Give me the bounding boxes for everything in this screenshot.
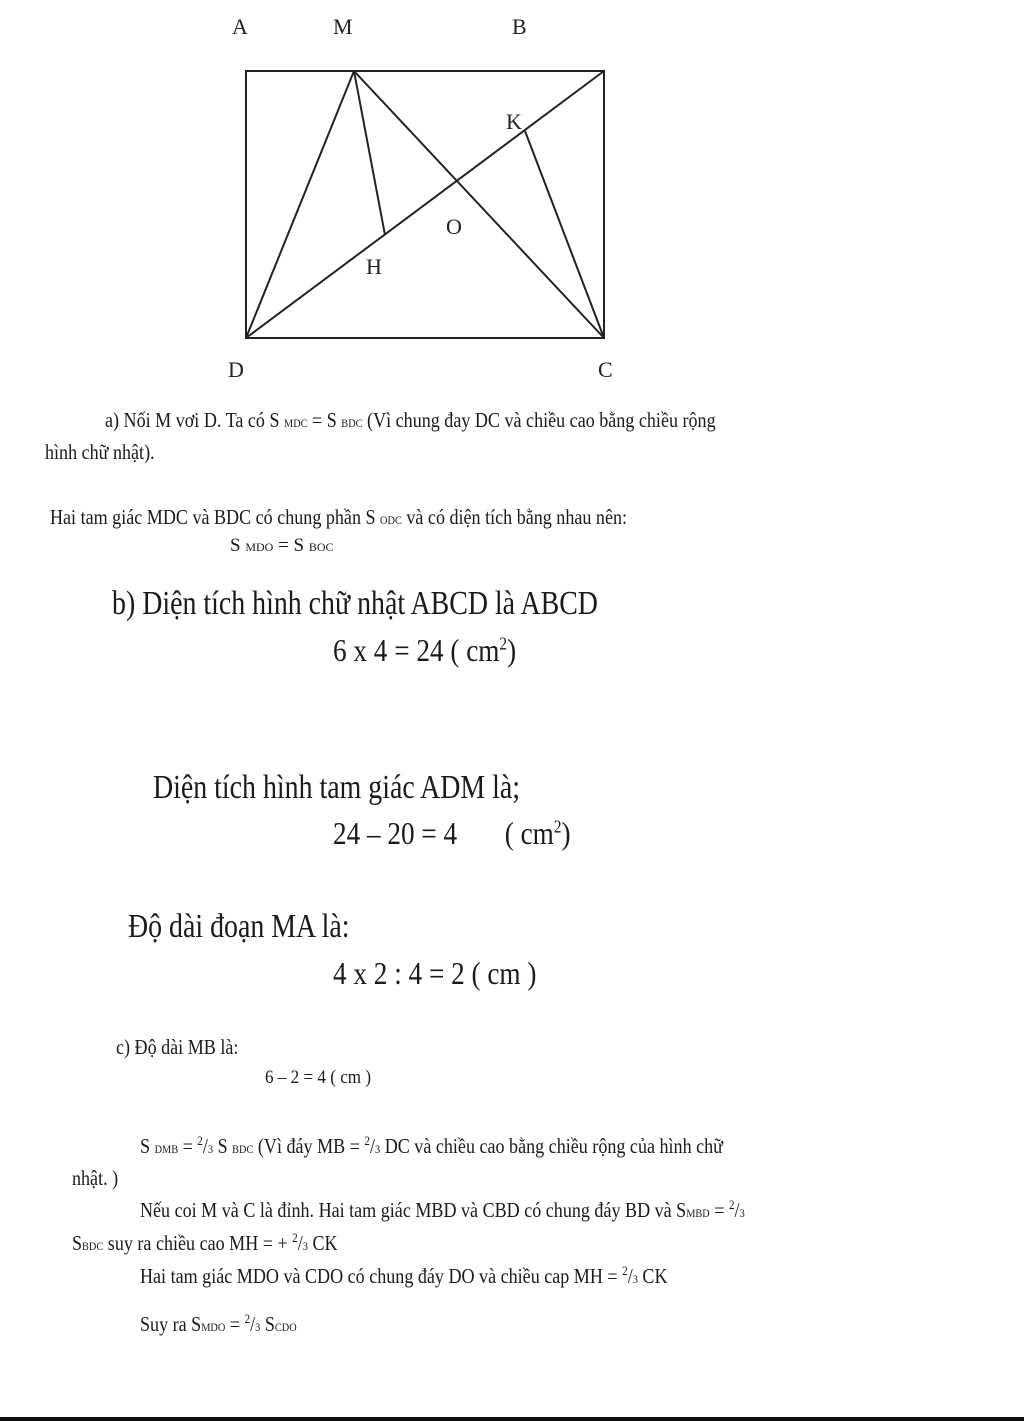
- text: CK: [642, 1264, 668, 1288]
- subscript: MBD: [686, 1206, 710, 1220]
- segment-mc: [354, 71, 604, 338]
- label-b: B: [512, 14, 527, 39]
- fraction-numerator: 2: [622, 1263, 628, 1278]
- text: S: [217, 1134, 228, 1158]
- text: S: [264, 1312, 275, 1336]
- part-c-line-3: Nếu coi M và C là đỉnh. Hai tam giác MBD và CBD có chung đáy BD và SMBD = $^2$/3: [140, 1197, 745, 1222]
- text: =: [229, 1312, 241, 1336]
- part-b-heading: b) Diện tích hình chữ nhật ABCD là ABCD: [112, 585, 598, 622]
- part-c-equation-1: 6 – 2 = 4 ( cm ): [265, 1067, 372, 1088]
- text: Hai tam giác MDO và CDO có chung đáy DO và chiều cap MH =: [140, 1264, 618, 1288]
- part-b-equation-2: [333, 815, 571, 852]
- fraction-numerator: 2: [197, 1133, 203, 1148]
- text: Suy ra S: [140, 1312, 202, 1336]
- subscript: ODC: [380, 513, 402, 527]
- fraction-numerator: 2: [244, 1311, 251, 1326]
- text: (Vì đáy MB =: [257, 1134, 360, 1158]
- label-k: K: [506, 109, 522, 134]
- superscript: 2: [499, 633, 508, 654]
- text: Nếu coi M và C là đỉnh. Hai tam giác MBD và CBD có chung đáy BD và S: [140, 1198, 687, 1222]
- part-c-line-6: Suy ra SMDO = $^2$/3 SCDO: [140, 1311, 297, 1336]
- part-c-line-4: SBDC suy ra chiều cao MH = + $^2$/3 CK: [72, 1230, 338, 1255]
- text: =: [182, 1134, 193, 1158]
- segment-ck: [525, 131, 604, 338]
- subscript: MDO: [201, 1320, 226, 1334]
- text: ): [507, 632, 517, 668]
- part-c-line-5: Hai tam giác MDO và CDO có chung đáy DO và chiều cap MH = $^2$/3 CK: [140, 1263, 668, 1288]
- label-c: C: [598, 357, 613, 382]
- subscript: MDC: [284, 416, 308, 430]
- fraction-numerator: 2: [364, 1133, 370, 1148]
- part-a-line-2: hình chữ nhật).: [45, 440, 155, 464]
- fraction-numerator: 2: [292, 1230, 298, 1245]
- subscript: BDC: [232, 1142, 254, 1156]
- text: ): [561, 815, 571, 851]
- text: a) Nối M vơi D. Ta có S: [105, 408, 280, 432]
- subscript: DMB: [154, 1142, 179, 1156]
- fraction-denominator: 3: [255, 1320, 261, 1334]
- text: = S: [312, 408, 337, 432]
- part-c-line-1: S DMB = $^2$/3 S BDC (Vì đáy MB = $^2$/3 DC và chiều cao bằng chiều rộng của hình chữ: [140, 1133, 723, 1158]
- fraction-denominator: 3: [375, 1142, 381, 1156]
- text: = S: [278, 535, 305, 556]
- part-a-line-3: [50, 505, 627, 530]
- part-b-equation-1: [333, 632, 516, 669]
- text: Hai tam giác MDC và BDC có chung phần S: [50, 505, 376, 529]
- subscript: BOC: [308, 540, 334, 554]
- bottom-border: [0, 1417, 1024, 1421]
- text: 24 – 20 = 4: [333, 815, 458, 851]
- text: S: [140, 1134, 151, 1158]
- segment-mh: [354, 71, 385, 235]
- text: ( cm: [504, 815, 554, 851]
- subscript: CDO: [274, 1320, 297, 1334]
- part-b-equation-3: 4 x 2 : 4 = 2 ( cm ): [333, 955, 537, 991]
- fraction-denominator: 3: [207, 1142, 214, 1156]
- fraction-denominator: 3: [632, 1272, 638, 1286]
- part-b-heading-3: Độ dài đoạn MA là:: [128, 908, 350, 945]
- fraction-numerator: 2: [728, 1197, 735, 1212]
- text: CK: [312, 1231, 338, 1255]
- text: (Vì chung đay DC và chiều cao bằng chiều rộng: [367, 408, 716, 432]
- label-h: H: [366, 254, 382, 279]
- label-a: A: [232, 14, 248, 39]
- text: 6 x 4 = 24 ( cm: [333, 632, 500, 668]
- geometry-figure: [0, 0, 1024, 400]
- superscript: 2: [553, 816, 562, 837]
- text: DC và chiều cao bằng chiều rộng của hình chữ: [384, 1134, 723, 1158]
- part-a-line-1: [105, 408, 716, 433]
- text: =: [714, 1198, 725, 1222]
- subscript: BDC: [82, 1239, 104, 1253]
- part-c-heading: c) Độ dài MB là:: [116, 1035, 239, 1059]
- label-d: D: [228, 357, 244, 382]
- subscript: MDO: [245, 540, 274, 554]
- text: S: [72, 1231, 83, 1255]
- label-o: O: [446, 214, 462, 239]
- label-m: M: [333, 14, 353, 39]
- fraction-denominator: 3: [302, 1239, 308, 1253]
- text: và có diện tích bằng nhau nên:: [406, 505, 628, 529]
- part-a-equation: [230, 535, 334, 557]
- subscript: BDC: [341, 416, 363, 430]
- text: S: [230, 535, 241, 556]
- fraction-denominator: 3: [739, 1206, 745, 1220]
- part-b-heading-2: Diện tích hình tam giác ADM là;: [153, 769, 521, 806]
- part-c-line-2: nhật. ): [72, 1166, 119, 1190]
- text: suy ra chiều cao MH = +: [107, 1231, 288, 1255]
